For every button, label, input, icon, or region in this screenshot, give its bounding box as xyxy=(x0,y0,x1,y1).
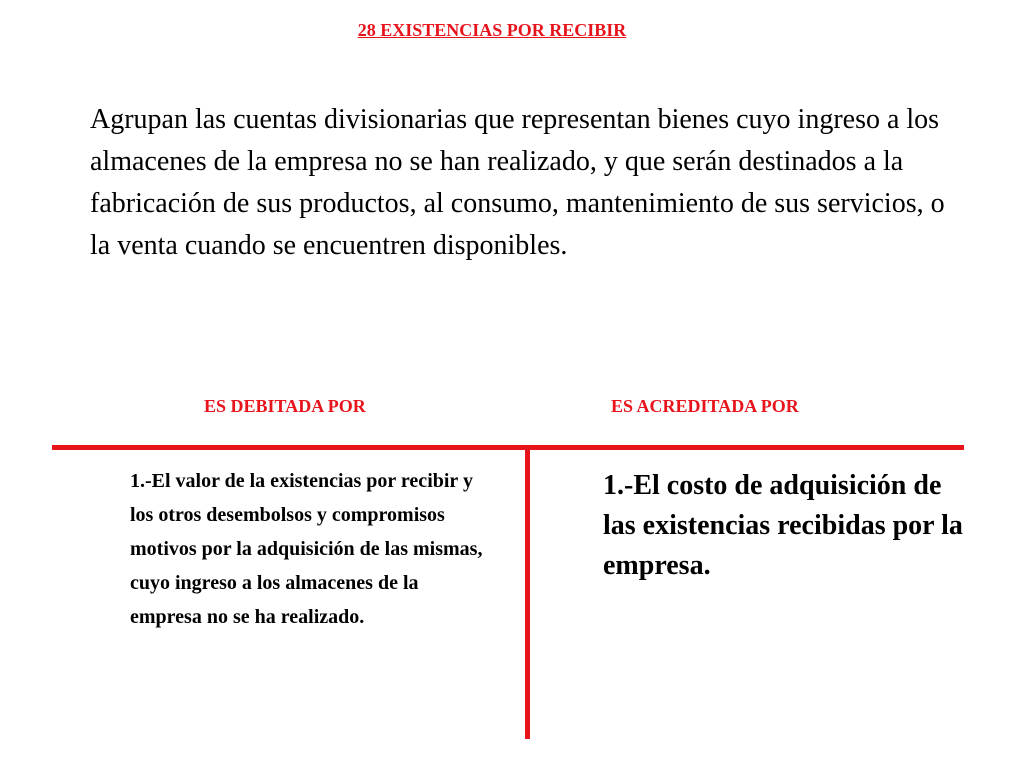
slide-title: 28 EXISTENCIAS POR RECIBIR xyxy=(357,20,627,40)
t-account-horizontal-line xyxy=(52,445,964,450)
t-account-vertical-line xyxy=(525,447,530,739)
credit-heading: ES ACREDITADA POR xyxy=(611,396,799,416)
debit-heading: ES DEBITADA POR xyxy=(204,396,366,416)
credit-description: 1.-El costo de adquisición de las existencias recibidas por la empresa. xyxy=(603,470,963,581)
debit-description: 1.-El valor de la existencias por recibir y los otros desembolsos y compromisos motivos por la adquisición de las mismas, cuyo ingreso a los almacenes de la empresa no se ha realizado. xyxy=(130,470,483,628)
intro-paragraph: Agrupan las cuentas divisionarias que representan bienes cuyo ingreso a los almacenes de la empresa no se han realizado, y que serán destinados a la fabricación de sus productos, al consumo, mantenimiento de sus servicios, o la venta cuando se encuentren disponibles. xyxy=(90,104,945,261)
